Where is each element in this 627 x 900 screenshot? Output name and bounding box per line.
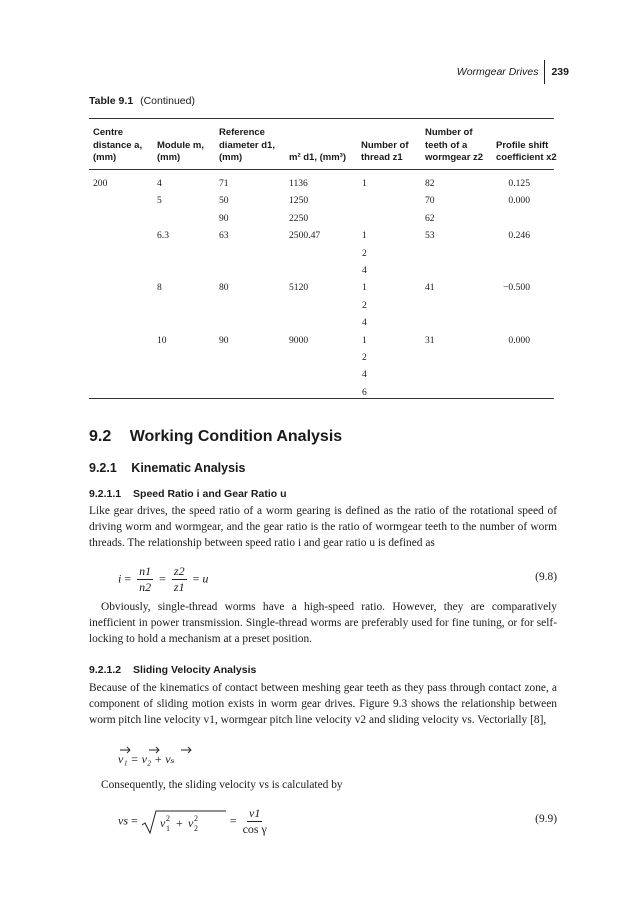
table-cell-z1: 4 [362,369,367,381]
table-cell-z1: 2 [362,299,367,311]
svg-text:2: 2 [193,823,198,833]
subsubsection-number: 9.2.1.2 [89,664,122,676]
table-cell-z2: 41 [425,282,435,294]
header-profile-shift [496,140,557,165]
equation-number-9-9: (9.9) [535,813,557,825]
table-cell-m2d1: 1136 [289,178,308,189]
table-caption [89,95,195,107]
fraction-n [137,564,153,595]
table-cell-z1: 1 [362,230,367,242]
table-cell-d1: 90 [219,212,229,224]
table-cell-m2d1: 2250 [289,212,309,224]
table-cell-x2: 0.125 [508,178,530,189]
section-title: Working Condition Analysis [129,428,343,445]
running-header [457,63,569,81]
table-cell-z2: 70 [425,195,435,207]
table-cell-m2d1: 2500.47 [289,230,321,242]
table-cell-d1: 80 [219,282,229,294]
table-cell-d1: 63 [219,230,229,242]
table-cell-z1: 1 [362,178,367,189]
fraction-z [172,564,187,595]
header-reference-diameter [219,127,275,165]
fraction-v-cos [243,806,267,837]
table-cell-m2d1: 9000 [289,334,309,346]
header-text: diameter d1, [219,139,275,151]
subsection-number: 9.2.1 [89,461,117,475]
subsection-heading [89,461,245,475]
header-text: (mm) [219,152,243,163]
svg-text:2: 2 [165,813,170,823]
header-teeth [425,127,483,165]
table-cell-z1: 1 [362,282,367,294]
header-text: Profile shift [496,139,549,151]
table-cell-m: 8 [157,282,162,294]
table-cell-m: 6.3 [157,230,169,242]
header-module [157,140,204,165]
equation-9-9: vs = v 2 1 + v 2 2 = $\frac{v1}{\text{cos γ}}$ [118,806,267,836]
paragraph-consequently: Consequently, the sliding velocity vs is calculated by [101,779,343,791]
table-cell-a: 200 [93,178,108,189]
header-m2d1: m² d1, (mm³) [289,152,346,163]
table-header-rule [89,169,554,170]
subsubsection-heading [89,488,287,500]
svg-text:1: 1 [165,823,170,833]
header-thread [361,140,409,165]
table-cell-m: 5 [157,195,162,207]
table-cell-z1: 2 [362,247,367,259]
eq-symbol: u [202,571,209,586]
table-cell-m2d1: 1250 [289,195,309,207]
table-cell-z2: 53 [425,230,435,242]
table-cell-x2: 0.000 [508,195,530,207]
header-text: Reference [219,127,265,138]
header-text: (mm) [157,152,181,163]
eq-symbol: vs [118,813,128,828]
vector-arrows [118,746,208,754]
table-cell-d1: 90 [219,334,229,346]
table-cell-d1: 71 [219,178,229,189]
eq-symbol: i [118,571,122,586]
svg-text:+: + [175,815,183,830]
subsubsection-number: 9.2.1.1 [89,488,122,500]
eq-denominator: n2 [139,580,152,594]
subsubsection-title: Sliding Velocity Analysis [133,664,257,676]
section-number: 9.2 [89,428,112,445]
header-text: wormgear z2 [425,152,484,163]
eq-numerator: v1 [249,806,261,820]
table-caption-label: Table 9.1 [89,95,134,107]
table-cell-x2: 0.246 [508,230,530,242]
header-centre-distance [93,127,142,165]
table-cell-z2: 31 [425,334,435,346]
header-text: teeth of a [425,139,468,151]
table-cell-z2: 62 [425,212,435,224]
equation-number-9-8: (9.8) [535,571,557,583]
svg-text:v: v [159,815,166,830]
table-caption-text: (Continued) [140,95,195,107]
subsubsection-heading-2 [89,664,256,676]
table-cell-z2: 82 [425,178,435,189]
table-cell-z1: 6 [362,386,367,398]
paragraph-single-thread: Obviously, single-thread worms have a high-speed ratio. However, they are comparatively inefficient in power transmission. Single-thread worms are preferably used for fine tuning, or for self-locking to hold a mechanism at a preset position. [89,601,557,646]
eq-numerator: n1 [139,564,152,578]
table-bottom-rule [89,398,554,399]
section-heading [89,428,342,446]
eq-numerator: z2 [173,564,185,578]
header-text: coefficient x2 [496,152,557,163]
paragraph-speed-ratio: Like gear drives, the speed ratio of a worm gearing is defined as the ratio of the rotational speed of driving worm and wormgear, and the gear ratio is the ratio of wormgear teeth to the number of worm threads. The relationship between speed ratio i and gear ratio u is defined as [89,505,557,550]
svg-text:v: v [187,815,194,830]
table-cell-m: 4 [157,178,162,189]
header-text: Number of [425,127,473,138]
table-top-rule [89,118,554,119]
table-cell-x2: −0.500 [503,282,530,294]
table-cell-z1: 1 [362,334,367,346]
vector-equation-text: v₁ = v₂ + vₛ [118,752,175,766]
eq-denominator: z1 [173,580,185,594]
header-text: Number of [361,139,409,151]
table-cell-m: 10 [157,334,167,346]
table-cell-x2: 0.000 [508,334,530,346]
table-cell-z1: 4 [362,317,367,329]
table-cell-z1: 4 [362,265,367,276]
sqrt-sign [141,809,227,835]
header-text: Centre [93,127,124,138]
subsection-title: Kinematic Analysis [131,461,246,475]
header-text: thread z1 [361,152,403,163]
vector-equation [118,752,175,767]
sqrt-expression [141,809,227,835]
page-number: 239 [551,66,569,78]
running-title: Wormgear Drives [456,66,539,78]
header-divider [544,60,545,84]
paragraph-sliding-velocity: Because of the kinematics of contact between meshing gear teeth as they pass through contact zone, a component of sliding motion exists in worm gear drives. Figure 9.3 shows the relationship between worm pitch line velocity v1, wormgear pitch line velocity v2 and sliding velocity vs. Vectorially [8], [89,682,557,727]
table-cell-d1: 50 [219,195,229,207]
header-text: (mm) [93,152,117,163]
subsubsection-title: Speed Ratio i and Gear Ratio u [133,488,287,500]
header-text: distance a, [93,139,143,151]
table-cell-m2d1: 5120 [289,282,309,294]
equation-9-8: i = $\frac{n1}{n2}$ = $\frac{z2}{z1}$ = u [118,564,209,594]
svg-text:2: 2 [193,813,198,823]
eq-denominator: cos γ [242,822,267,836]
table-cell-z1: 2 [362,352,367,363]
header-text: Module m, [157,139,204,151]
